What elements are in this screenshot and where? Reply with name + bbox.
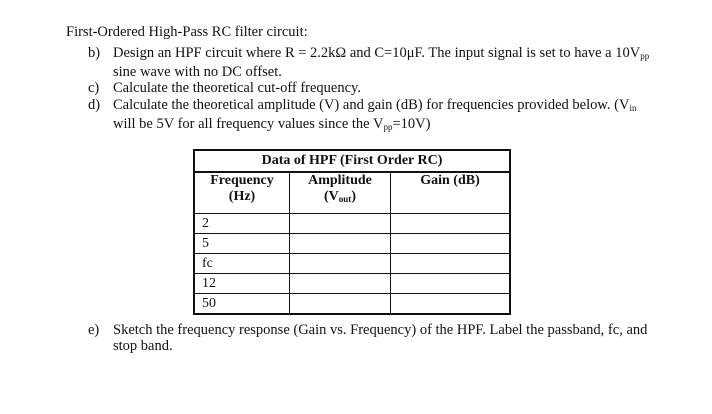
table-row — [194, 214, 510, 234]
amplitude-header-line2-pre: (V — [324, 189, 339, 204]
amplitude-cell[interactable] — [290, 274, 391, 294]
column-header-gain: Gain (dB) — [391, 172, 511, 214]
frequency-cell: fc — [194, 254, 290, 274]
amplitude-cell[interactable] — [290, 214, 391, 234]
question-d-text-cont: will be 5V for all frequency values since the V — [113, 116, 384, 132]
frequency-cell: 50 — [194, 294, 290, 315]
question-c-text: Calculate the theoretical cut-off frequency. — [113, 80, 361, 96]
question-b — [88, 45, 668, 80]
question-e-marker: e) — [88, 322, 100, 338]
question-d-marker: d) — [88, 97, 101, 113]
frequency-header-line2: (Hz) — [228, 189, 256, 204]
table-row — [194, 234, 510, 254]
gain-cell[interactable] — [391, 274, 511, 294]
question-e-text: Sketch the frequency response (Gain vs. Frequency) of the HPF. Label the passband, fc, and stop band. — [113, 322, 648, 354]
question-d-subscript-pp: pp — [383, 122, 393, 132]
question-c-marker: c) — [88, 80, 100, 96]
column-header-amplitude — [290, 172, 391, 214]
question-d — [88, 97, 668, 135]
table-title: Data of HPF (First Order RC) — [194, 150, 510, 172]
table-row — [194, 254, 510, 274]
gain-cell[interactable] — [391, 234, 511, 254]
gain-cell[interactable] — [391, 214, 511, 234]
amplitude-cell[interactable] — [290, 294, 391, 315]
amplitude-cell[interactable] — [290, 234, 391, 254]
gain-cell[interactable] — [391, 294, 511, 315]
question-d-text: Calculate the theoretical amplitude (V) and gain (dB) for frequencies provided below. (V — [113, 97, 630, 113]
question-c — [88, 80, 361, 96]
question-b-text-cont: sine wave with no DC offset. — [113, 64, 282, 80]
amplitude-header-line1: Amplitude — [308, 173, 372, 188]
amplitude-cell[interactable] — [290, 254, 391, 274]
question-b-subscript: pp — [640, 51, 650, 61]
frequency-cell: 5 — [194, 234, 290, 254]
hpf-data-table — [193, 149, 511, 315]
question-e — [88, 322, 658, 354]
table-row — [194, 274, 510, 294]
question-d-text-end: =10V) — [392, 116, 431, 132]
question-b-text: Design an HPF circuit where R = 2.2kΩ and C=10μF. The input signal is set to have a 10V — [113, 45, 641, 61]
question-b-marker: b) — [88, 45, 101, 61]
amplitude-header-subscript: out — [338, 194, 352, 204]
gain-cell[interactable] — [391, 254, 511, 274]
section-heading: First-Ordered High-Pass RC filter circuit: — [66, 24, 308, 40]
frequency-cell: 2 — [194, 214, 290, 234]
amplitude-header-line2-post: ) — [351, 189, 356, 204]
column-header-frequency — [194, 172, 290, 214]
question-d-subscript-in: in — [629, 103, 637, 113]
table-row — [194, 294, 510, 315]
frequency-cell: 12 — [194, 274, 290, 294]
frequency-header-line1: Frequency — [210, 173, 274, 188]
